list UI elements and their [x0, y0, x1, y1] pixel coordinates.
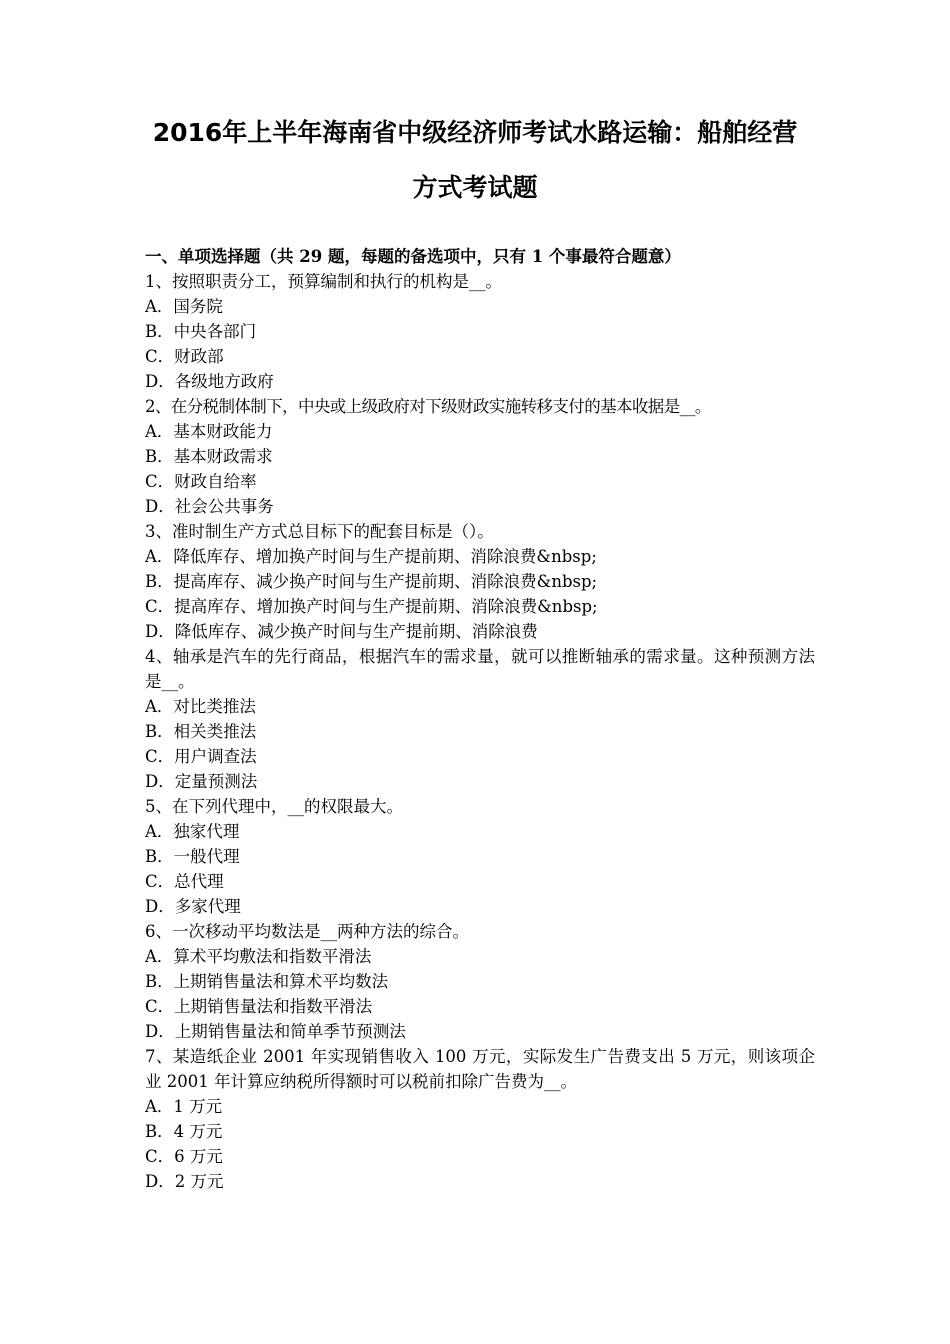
answer-option: D．2 万元 — [145, 1172, 224, 1191]
answer-option: D．定量预测法 — [145, 772, 258, 791]
answer-option: A．独家代理 — [145, 822, 240, 841]
answer-option: A．1 万元 — [145, 1097, 223, 1116]
answer-option: A．算术平均敷法和指数平滑法 — [145, 947, 372, 966]
answer-option: D．社会公共事务 — [145, 497, 274, 516]
question-stem: 3、准时制生产方式总目标下的配套目标是（）。 — [145, 522, 494, 541]
answer-option: A．对比类推法 — [145, 697, 256, 716]
answer-option: D．降低库存、减少换产时间与生产提前期、消除浪费 — [145, 622, 538, 641]
document-body — [145, 244, 815, 1194]
answer-option: C．6 万元 — [145, 1147, 223, 1166]
answer-option: B．相关类推法 — [145, 722, 257, 741]
answer-option: A．基本财政能力 — [145, 422, 273, 441]
question-stem: 6、一次移动平均数法是__两种方法的综合。 — [145, 922, 469, 941]
answer-option: A．国务院 — [145, 297, 223, 316]
document-title-line-2: 方式考试题 — [412, 173, 538, 202]
answer-option: D．上期销售量法和简单季节预测法 — [145, 1022, 406, 1041]
question-stem: 2、在分税制体制下，中央或上级政府对下级财政实施转移支付的基本收据是__。 — [145, 397, 711, 416]
answer-option: C．财政自给率 — [145, 472, 257, 491]
answer-option: D．多家代理 — [145, 897, 241, 916]
question-stem: 7、某造纸企业 2001 年实现销售收入 100 万元，实际发生广告费支出 5 万元，则该项企业 2001 年计算应纳税所得额时可以税前扣除广告费为__。 — [145, 1047, 815, 1091]
document-title-line-1: 2016年上半年海南省中级经济师考试水路运输：船舶经营 — [152, 118, 798, 147]
question-stem: 5、在下列代理中，__的权限最大。 — [145, 797, 403, 816]
answer-option: B．基本财政需求 — [145, 447, 273, 466]
answer-option: B．提高库存、减少换产时间与生产提前期、消除浪费&nbsp; — [145, 572, 598, 591]
answer-option: A．降低库存、增加换产时间与生产提前期、消除浪费&nbsp; — [145, 547, 597, 566]
answer-option: C．财政部 — [145, 347, 224, 366]
answer-option: C．用户调查法 — [145, 747, 257, 766]
answer-option: C．提高库存、增加换产时间与生产提前期、消除浪费&nbsp; — [145, 597, 598, 616]
answer-option: B．4 万元 — [145, 1122, 223, 1141]
answer-option: B．一般代理 — [145, 847, 240, 866]
answer-option: B．中央各部门 — [145, 322, 257, 341]
question-stem: 4、轴承是汽车的先行商品，根据汽车的需求量，就可以推断轴承的需求量。这种预测方法是__。 — [145, 647, 815, 691]
answer-option: B．上期销售量法和算术平均数法 — [145, 972, 389, 991]
answer-option: C．上期销售量法和指数平滑法 — [145, 997, 373, 1016]
answer-option: C．总代理 — [145, 872, 224, 891]
section-heading: 一、单项选择题（共 29 题，每题的备选项中，只有 1 个事最符合题意） — [145, 247, 681, 266]
answer-option: D．各级地方政府 — [145, 372, 274, 391]
question-stem: 1、按照职责分工，预算编制和执行的机构是__。 — [145, 272, 502, 291]
